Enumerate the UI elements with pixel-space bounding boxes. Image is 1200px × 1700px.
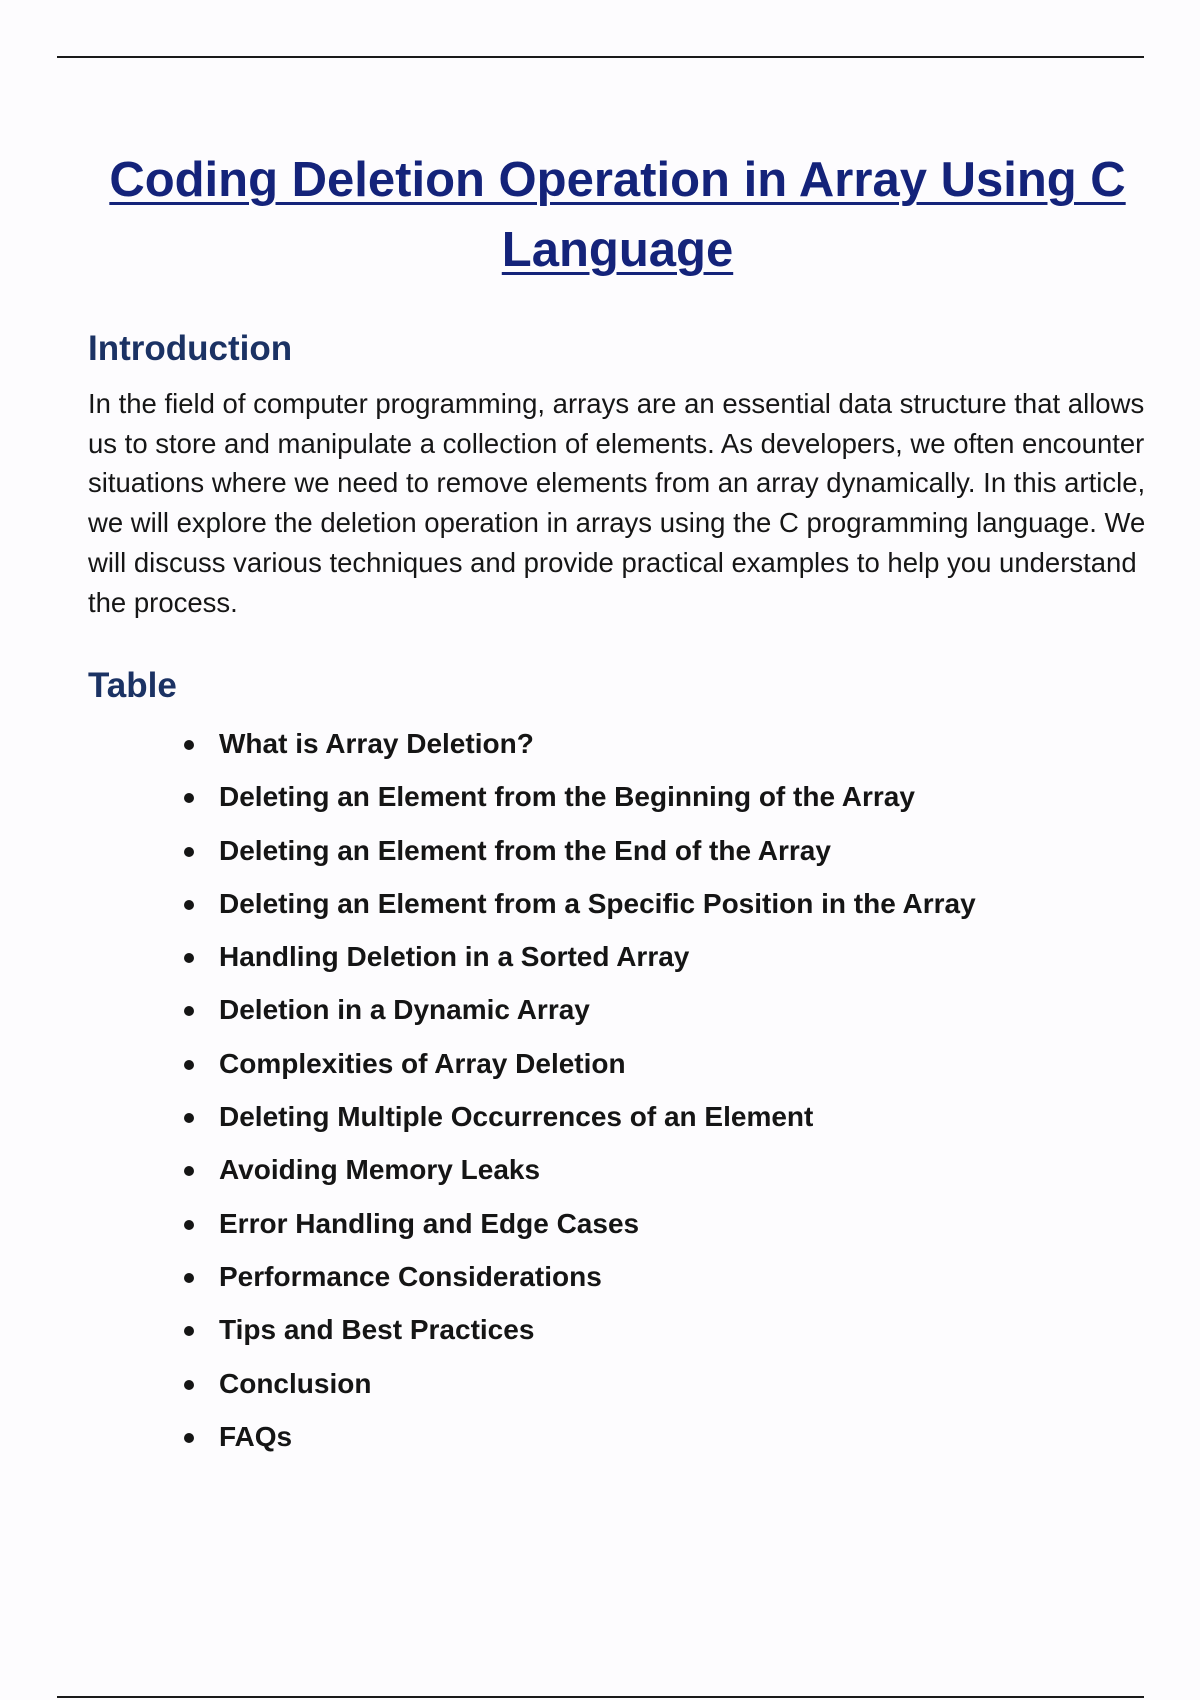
bullet-icon	[184, 1433, 194, 1443]
toc-item-label: Handling Deletion in a Sorted Array	[219, 941, 690, 973]
bullet-icon	[184, 740, 194, 750]
document-title: Coding Deletion Operation in Array Using C Language	[109, 153, 1126, 277]
introduction-paragraph: In the field of computer programming, arrays are an essential data structure that allows us to store and manipulate a collection of elements. As developers, we often encounter situations where we need to remove elements from an array dynamically. In this article, we will explore the deletion operation in arrays using the C programming language. We will discuss various techniques and provide practical examples to help you understand the process.	[88, 388, 1146, 618]
toc-item-label: Tips and Best Practices	[219, 1314, 535, 1346]
table-heading: Table	[88, 666, 177, 705]
bottom-rule	[57, 1696, 1144, 1698]
bullet-icon	[184, 1380, 194, 1390]
bullet-icon	[184, 1113, 194, 1123]
bullet-icon	[184, 1060, 194, 1070]
toc-item-label: Error Handling and Edge Cases	[219, 1207, 640, 1239]
bullet-icon	[184, 953, 194, 963]
toc-item-label: Deleting an Element from the Beginning of the Array	[219, 781, 915, 813]
bullet-icon	[184, 1326, 194, 1336]
toc-item-label: Deleting an Element from the End of the Array	[219, 834, 831, 866]
bullet-icon	[184, 1220, 194, 1230]
toc-item-label: Deleting an Element from a Specific Position in the Array	[219, 887, 976, 919]
toc-item-label: Performance Considerations	[219, 1260, 602, 1292]
toc-item-label: Conclusion	[219, 1367, 372, 1399]
toc-item-label: FAQs	[219, 1420, 293, 1452]
bullet-icon	[184, 1273, 194, 1283]
bullet-icon	[184, 900, 194, 910]
bullet-icon	[184, 1166, 194, 1176]
toc-item-label: Deletion in a Dynamic Array	[219, 994, 590, 1026]
bullet-icon	[184, 1006, 194, 1016]
bullet-icon	[184, 793, 194, 803]
top-rule	[57, 56, 1144, 58]
toc-item-label: Complexities of Array Deletion	[219, 1047, 626, 1079]
toc-item-label: Avoiding Memory Leaks	[219, 1154, 541, 1186]
toc-item-label: What is Array Deletion?	[219, 728, 534, 759]
toc-item-label: Deleting Multiple Occurrences of an Element	[219, 1101, 814, 1133]
introduction-heading: Introduction	[88, 329, 293, 368]
bullet-icon	[184, 847, 194, 857]
